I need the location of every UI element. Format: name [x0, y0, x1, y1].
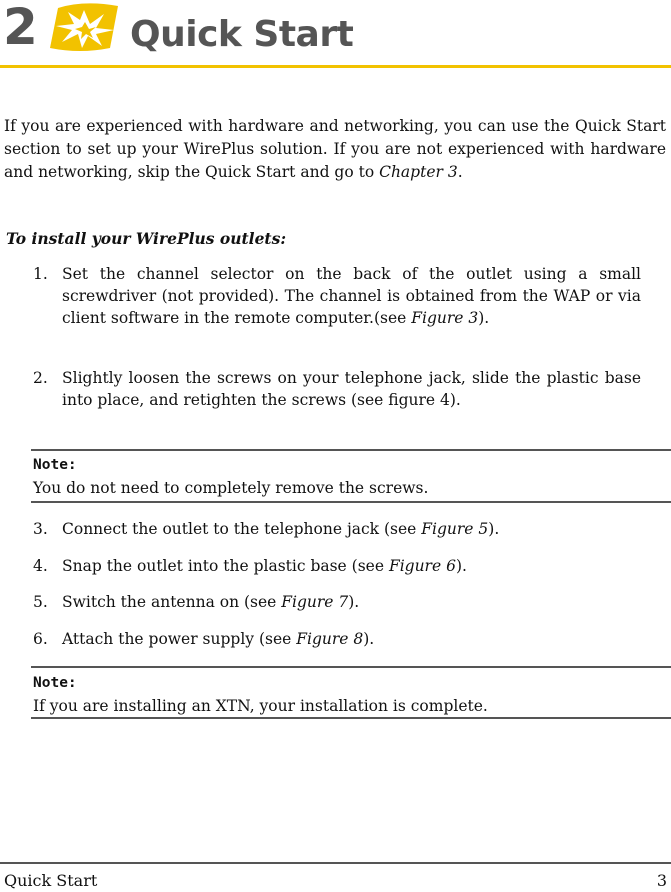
step-text: Snap the outlet into the plastic base (see Figure 6).	[62, 557, 467, 575]
figure-reference: Figure 5	[421, 520, 489, 538]
note-top-rule	[31, 666, 671, 668]
note-label: Note:	[33, 675, 77, 691]
note-text: If you are installing an XTN, your installation is complete.	[33, 697, 488, 715]
note-label: Note:	[33, 457, 77, 473]
figure-reference: Figure 6	[388, 557, 456, 575]
chapter-number: 2	[3, 0, 38, 56]
intro-text: If you are experienced with hardware and networking, you can use the Quick Start section to set up your WirePlus solution. If you are not experienced with hardware and networking, skip the Quick Start and go to	[4, 117, 666, 181]
footer-rule	[0, 862, 671, 864]
note-bottom-rule	[31, 717, 671, 719]
procedure-heading: To install your WirePlus outlets:	[6, 229, 287, 248]
step-number: 1.	[33, 265, 48, 283]
chapter-header	[0, 0, 671, 68]
step-number: 3.	[33, 520, 48, 538]
step-text: Attach the power supply (see Figure 8).	[62, 630, 375, 648]
page-number: 3	[656, 871, 667, 890]
step-number: 2.	[33, 369, 48, 387]
figure-reference: Figure 8	[296, 630, 364, 648]
figure-reference: Figure 3	[411, 309, 479, 327]
step-text: Switch the antenna on (see Figure 7).	[62, 593, 360, 611]
step-text: Connect the outlet to the telephone jack (see Figure 5).	[62, 520, 500, 538]
intro-end: .	[457, 163, 463, 181]
chapter-3-reference: Chapter 3	[379, 163, 458, 181]
header-rule	[0, 65, 671, 68]
note-top-rule	[31, 449, 671, 451]
note-bottom-rule	[31, 501, 671, 503]
chapter-title: Quick Start	[130, 14, 354, 55]
step-text: Slightly loosen the screws on your telephone jack, slide the plastic base into place, and retighten the screws (see figure 4).	[62, 369, 641, 409]
intro-paragraph	[4, 115, 666, 184]
step-number: 5.	[33, 593, 48, 611]
step-number: 6.	[33, 630, 48, 648]
step-text: Set the channel selector on the back of the outlet using a small screwdriver (not provided). The channel is obtained from the WAP or via client software in the remote computer.(see Figure 3).	[62, 265, 641, 327]
note-text: You do not need to completely remove the screws.	[33, 479, 429, 497]
step-number: 4.	[33, 557, 48, 575]
footer-section-title: Quick Start	[4, 871, 98, 890]
lightning-burst-icon	[44, 2, 124, 52]
figure-reference: Figure 7	[281, 593, 349, 611]
